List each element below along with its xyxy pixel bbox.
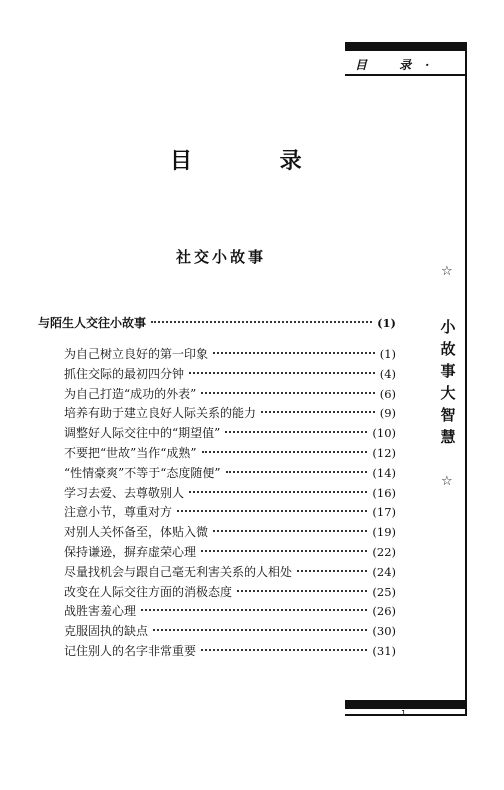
- toc-entry-title: 培养有助于建立良好人际关系的能力: [64, 406, 257, 421]
- dot-leader: [153, 629, 367, 631]
- side-title-char: 事: [440, 362, 456, 380]
- toc-entry-page: (19): [372, 525, 396, 540]
- toc-entry-title: “性情豪爽”不等于“态度随便”: [64, 465, 221, 480]
- toc-entry[interactable]: [64, 622, 396, 642]
- dot-leader: [213, 352, 375, 354]
- toc-entry[interactable]: [64, 385, 396, 405]
- toc-entry-title: 记住别人的名字非常重要: [64, 644, 197, 658]
- toc-entry-title: 为自己打造“成功的外表”: [64, 386, 197, 401]
- toc-entry-title: 保持谦逊，摒弃虚荣心理: [64, 545, 197, 559]
- toc-entry-page: (17): [372, 505, 396, 520]
- dot-leader: [226, 471, 368, 473]
- toc-entry-title: 战胜害羞心理: [64, 604, 137, 619]
- dot-leader: [201, 649, 367, 651]
- star-icon: ☆: [441, 474, 453, 489]
- spine-rule: [465, 48, 467, 716]
- dot-leader: [297, 570, 367, 572]
- dot-leader: [202, 451, 368, 453]
- footer-bar: [345, 700, 467, 709]
- star-icon: ☆: [441, 264, 453, 279]
- toc-entry[interactable]: [64, 543, 396, 563]
- toc-entry-page: (22): [372, 545, 396, 559]
- toc-entry-title: 注意小节，尊重对方: [64, 505, 173, 520]
- toc-entry[interactable]: [64, 424, 396, 444]
- toc-entry-title: 为自己树立良好的第一印象: [64, 347, 209, 361]
- toc-chapter-page: (1): [377, 316, 396, 330]
- toc-entry-title: 抓住交际的最初四分钟: [64, 366, 185, 381]
- toc-entry-page: (30): [372, 624, 396, 639]
- toc-entry[interactable]: [64, 464, 396, 484]
- toc-entry-title: 不要把“世故”当作“成熟”: [64, 446, 197, 460]
- toc-entry-page: (26): [372, 604, 396, 619]
- page-title: 目 录: [170, 148, 342, 174]
- side-title-char: 小: [440, 318, 456, 336]
- toc-entry[interactable]: [64, 484, 396, 504]
- toc-entry[interactable]: [64, 583, 396, 603]
- dot-leader: [237, 590, 367, 592]
- toc-chapter-row[interactable]: [38, 314, 396, 334]
- dot-leader: [141, 609, 367, 611]
- toc-entry[interactable]: [64, 365, 396, 385]
- side-book-title: [437, 316, 459, 448]
- toc-entry-title: 学习去爱、去尊敬别人: [64, 485, 185, 500]
- toc-entry[interactable]: [64, 523, 396, 543]
- toc-entry-title: 尽量找机会与跟自己毫无利害关系的人相处: [64, 564, 293, 579]
- dot-leader: [177, 510, 367, 512]
- toc-entry[interactable]: [64, 345, 396, 365]
- footer-rule: [345, 714, 467, 716]
- toc-entry-page: (1): [379, 347, 396, 361]
- toc-entry-page: (6): [379, 386, 396, 401]
- toc-chapter-title: 与陌生人交往小故事: [38, 316, 147, 330]
- dot-leader: [201, 550, 367, 552]
- side-title-char: 慧: [440, 428, 456, 446]
- toc-entry-page: (16): [372, 485, 396, 500]
- toc-entry-page: (31): [372, 644, 396, 658]
- toc-entry[interactable]: [64, 642, 396, 662]
- toc-entry-title: 调整好人际交往中的“期望值”: [64, 426, 221, 441]
- dot-leader: [213, 530, 367, 532]
- toc-entry-page: (25): [372, 584, 396, 599]
- running-header: 目 录·: [355, 58, 444, 72]
- dot-leader: [225, 431, 367, 433]
- toc-entry-page: (9): [379, 406, 396, 421]
- toc-entry-page: (12): [372, 446, 396, 460]
- dot-leader: [151, 321, 372, 323]
- side-title-char: 故: [440, 340, 456, 358]
- toc-entry[interactable]: [64, 404, 396, 424]
- dot-leader: [201, 392, 374, 394]
- section-title: 社交小故事: [176, 248, 267, 266]
- dot-leader: [189, 491, 367, 493]
- toc-entry-page: (14): [372, 465, 396, 480]
- toc-entry-page: (24): [372, 564, 396, 579]
- dot-leader: [261, 411, 375, 413]
- toc-entry[interactable]: [64, 444, 396, 464]
- toc-entry[interactable]: [64, 503, 396, 523]
- side-title-char: 智: [440, 406, 456, 424]
- toc-entry-page: (10): [372, 426, 396, 441]
- toc-entry-title: 克服固执的缺点: [64, 624, 149, 639]
- dot-leader: [189, 372, 375, 374]
- toc-entry-title: 对别人关怀备至，体贴入微: [64, 525, 209, 540]
- header-rule: [345, 74, 467, 76]
- toc-entry-page: (4): [379, 366, 396, 381]
- toc-entry-title: 改变在人际交往方面的消极态度: [64, 584, 233, 599]
- header-bar: [345, 42, 467, 51]
- toc-entry[interactable]: [64, 602, 396, 622]
- side-title-char: 大: [440, 384, 456, 402]
- toc-entry[interactable]: [64, 563, 396, 583]
